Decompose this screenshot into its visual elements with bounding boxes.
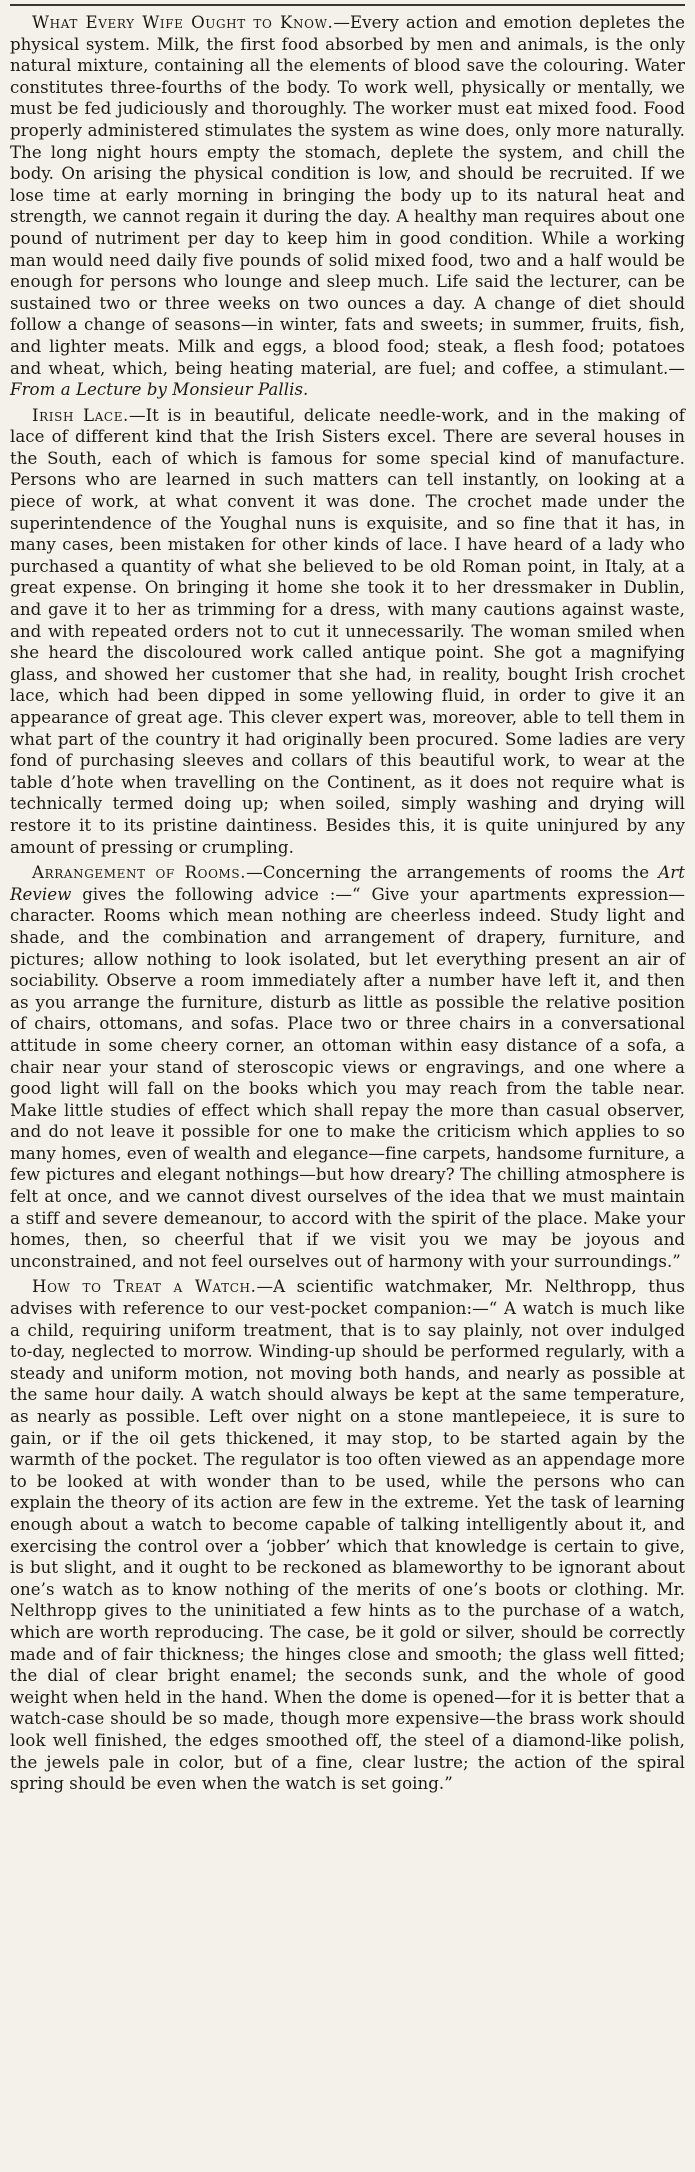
article-heading: Irish Lace. xyxy=(32,405,129,425)
article-body: —It is in beautiful, delicate needle-work, and in the making of lace of different kind that the Irish Sisters excel. There are several houses in the South, each of which is famous for some special kind of manufacture. Persons who are learned in such matters can tell instantly, on looking at a piece of work, at what convent it was done. The crochet made under the superintendence of the Youghal nuns is exquisite, and so fine that it has, in many cases, been mistaken for other kinds of lace. I have heard of a lady who purchased a quantity of what she believed to be old Roman point, in Italy, at a great expense. On bringing it home she took it to her dressmaker in Dublin, and gave it to her as trimming for a dress, with many cautions against waste, and with repeated orders not to cut it unnecessarily. The woman smiled when she heard the discoloured work called antique point. She got a magnifying glass, and showed her customer that she had, in reality, bought Irish crochet lace, which had been dipped in some yellowing fluid, in order to give it an appearance of great age. This clever expert was, moreover, able to tell them in what part of the country it had originally been procured. Some ladies are very fond of purchasing sleeves and collars of this beautiful work, to wear at the table d’hote when travelling on the Continent, as it does not require what is technically termed doing up; when soiled, simply washing and drying will restore it to its pristine daintiness. Besides this, it is quite uninjured by any amount of pressing or crumpling. xyxy=(10,405,685,857)
article-heading: Arrangement of Rooms. xyxy=(32,863,247,883)
article-body: —A scientific watchmaker, Mr. Nelthropp, thus advises with reference to our vest-pocket companion:—“ A watch is much like a child, requiring uniform treatment, that is to say plainly, not over indulged to-day, neglected to morrow. Winding-up should be performed regularly, with a steady and uniform motion, not moving both hands, and nearly as possible at the same hour daily. A watch should always be kept at the same temperature, as nearly as possible. Left over night on a stone mantlepeiece, it is sure to gain, or if the oil gets thickened, it may stop, to be started again by the warmth of the pocket. The regulator is too often viewed as an appendage more to be looked at with wonder than to be used, while the persons who can explain the theory of its action are few in the extreme. Yet the task of learning enough about a watch to become capable of talking intelligently about it, and exercising the control over a ‘jobber’ which that knowledge is certain to give, is but slight, and it ought to be reckoned as blameworthy to be ignorant about one’s watch as to know nothing of the merits of one’s boots or clothing. Mr. Nelthropp gives to the uninitiated a few hints as to the purchase of a watch, which are worth reproducing. The case, be it gold or silver, should be correctly made and of fair thickness; the hinges close and smooth; the glass well fitted; the dial of clear bright enamel; the seconds sunk, and the whole of good weight when held in the hand. When the dome is opened—for it is better that a watch-case should be so made, though more expensive—the brass work should look well finished, the edges smoothed off, the steel of a diamond-like polish, the jewels pale in color, but of a fine, clear lustre; the action of the spiral spring should be even when the watch is set going.” xyxy=(10,1277,685,1794)
article-body-post: gives the following advice :—“ Give your apartments expression—character. Rooms which mean nothing are cheerless indeed. Study light and shade, and the combination and arrangement of drapery, furniture, and pictures; allow nothing to look isolated, but let everything present an air of sociability. Observe a room immediately after a number have left it, and then as you arrange the furniture, disturb as little as possible the relative position of chairs, ottomans, and sofas. Place two or three chairs in a conversational attitude in some cheery corner, an ottoman within easy distance of a sofa, a chair near your stand of steroscopic views or engravings, and one where a good light will fall on the books which you may reach from the table near. Make little studies of effect which shall repay the more than casual observer, and do not leave it possible for one to make the criticism which applies to so many homes, even of wealth and elegance—fine carpets, handsome furniture, a few pictures and elegant nothings—but how dreary? The chilling atmosphere is felt at once, and we cannot divest ourselves of the idea that we must maintain a stiff and severe demeanour, to accord with the spirit of the place. Make your homes, then, so cheerful that if we visit you we may be joyous and unconstrained, and not feel ourselves out of harmony with your surroundings.” xyxy=(10,884,685,1271)
article-body: —Every action and emotion depletes the physical system. Milk, the first food absorbed by men and animals, is the only natural mixture, containing all the elements of blood save the colouring. Water constitutes three-fourths of the body. To work well, physically or mentally, we must be fed judiciously and thoroughly. The worker must eat mixed food. Food properly administered stimulates the system as wine does, only more naturally. The long night hours empty the stomach, deplete the system, and chill the body. On arising the physical condition is low, and should be recruited. If we lose time at early morning in bringing the body up to its natural heat and strength, we cannot regain it during the day. A healthy man requires about one pound of nutriment per day to keep him in good condition. While a working man would need daily five pounds of solid mixed food, two and a half would be enough for persons who lounge and sleep much. Life said the lecturer, can be sustained two or three weeks on two ounces a day. A change of diet should follow a change of seasons—in winter, fats and sweets; in summer, fruits, fish, and lighter meats. Milk and eggs, a blood food; steak, a flesh food; potatoes and wheat, which, being heating material, are fuel; and coffee, a stimulant. xyxy=(10,13,685,378)
article-heading: How to Treat a Watch. xyxy=(32,1277,257,1297)
article-paragraph xyxy=(10,862,685,1272)
top-rule xyxy=(10,4,685,6)
article-watch xyxy=(10,1276,685,1794)
article-irish-lace xyxy=(10,405,685,858)
article-heading: What Every Wife Ought to Know. xyxy=(32,13,334,32)
article-wife xyxy=(10,12,685,401)
article-body-pre: —Concerning the arrangements of rooms the xyxy=(246,863,659,883)
article-paragraph xyxy=(10,1276,685,1794)
article-paragraph xyxy=(10,12,685,401)
publication-title: Art Review xyxy=(10,863,685,904)
article-rooms xyxy=(10,862,685,1272)
article-source: —From a Lecture by Monsieur Pallis. xyxy=(10,358,685,400)
article-paragraph xyxy=(10,405,685,858)
